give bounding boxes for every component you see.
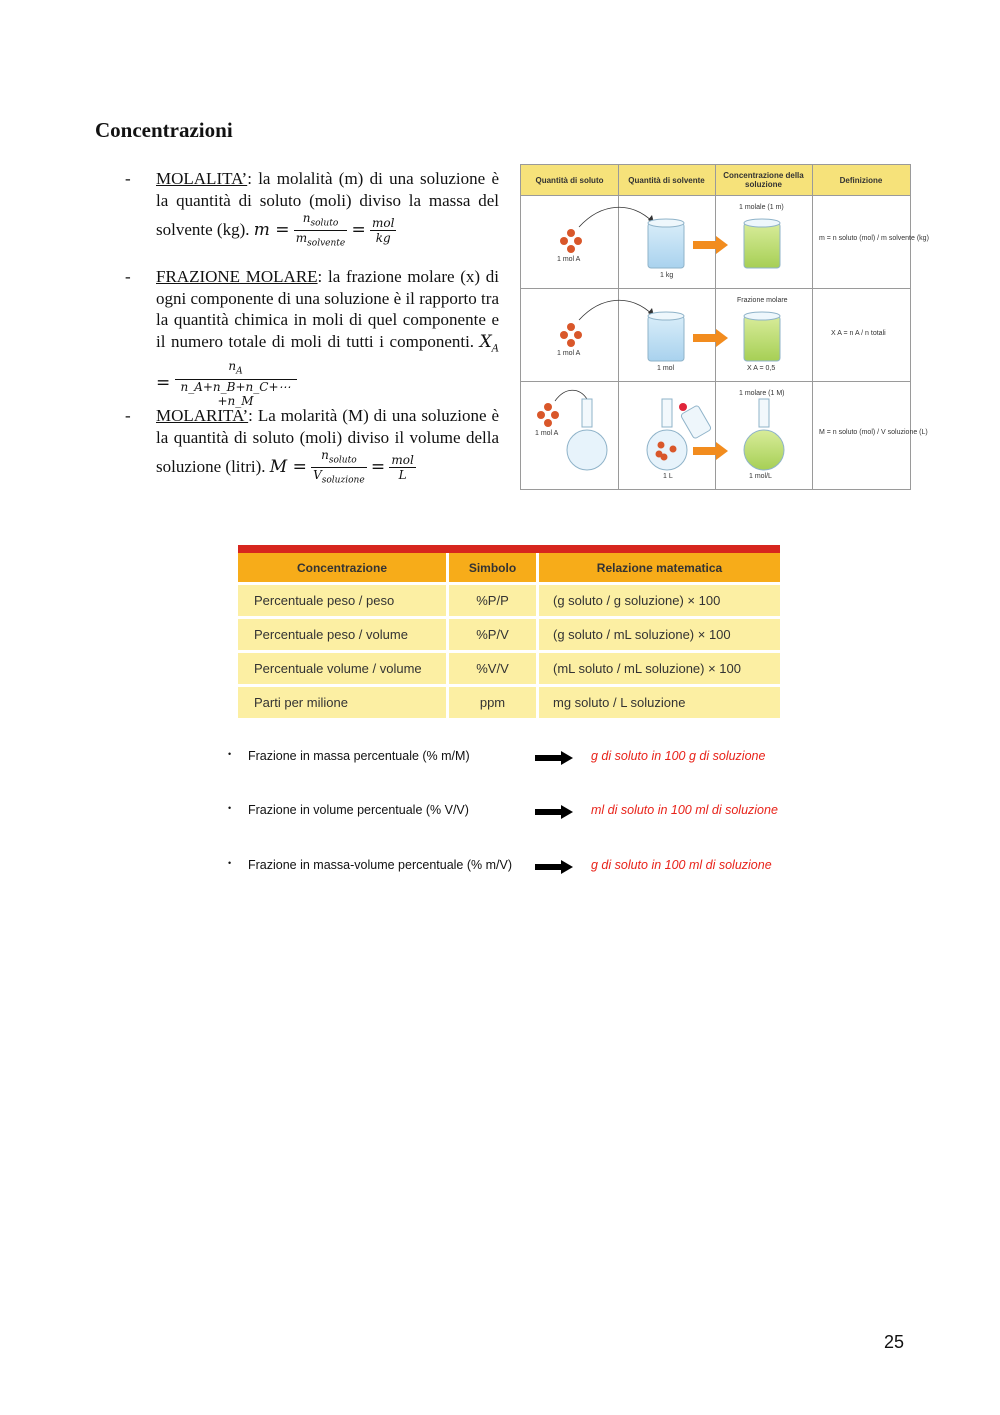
list-dash: - [125, 406, 131, 425]
definition-row3: M = n soluto (mol) / V soluzione (L) [819, 429, 928, 436]
header-concentrazione: Concentrazione della soluzione [723, 171, 804, 189]
result-volume: ml di soluto in 100 ml di soluzione [591, 803, 778, 817]
concentration-table [238, 545, 780, 718]
flask-row3-particles [647, 399, 712, 470]
definition-molarita [125, 405, 499, 488]
particles-row2 [560, 323, 582, 347]
term-frazione-molare: FRAZIONE MOLARE [156, 267, 318, 286]
label-solute-row2: 1 mol A [557, 350, 581, 357]
label-solute-row3: 1 mol A [535, 430, 559, 437]
cell-relation: (mL soluto / mL soluzione) × 100 [539, 650, 780, 684]
definition-frazione-molare [125, 266, 499, 408]
cell-relation: (g soluto / mL soluzione) × 100 [539, 616, 780, 650]
header-quantita-soluto: Quantità di soluto [535, 175, 604, 185]
cell-name: Percentuale peso / peso [238, 582, 449, 616]
text-molarita: : La molarità (M) di una soluzione è la quantità di soluto (moli) diviso il volume della soluzione (litri). [156, 406, 499, 476]
list-dash: - [125, 267, 131, 286]
label-conc-sub-row3: 1 mol/L [749, 473, 772, 480]
arrow-right-icon [535, 860, 573, 874]
label-solute-row1: 1 mol A [557, 256, 581, 263]
page-title: Concentrazioni [95, 118, 233, 142]
th-concentrazione: Concentrazione [238, 553, 449, 582]
cell-name: Percentuale peso / volume [238, 616, 449, 650]
table-row [238, 650, 780, 684]
bullet-text: Frazione in volume percentuale (% V/V) [248, 803, 469, 817]
cell-symbol: %P/V [449, 616, 539, 650]
result-massa-volume: g di soluto in 100 ml di soluzione [591, 858, 772, 872]
formula-molarita: M = $\frac{n_{soluto}}{V_{soluzione}}$ = $\frac{\text{mol}}{L}$ [269, 448, 414, 486]
flask-row3-empty [567, 399, 607, 470]
th-simbolo: Simbolo [449, 553, 539, 582]
list-dash: - [125, 169, 131, 188]
label-solvent-row1: 1 kg [660, 272, 674, 279]
beaker-green-row2 [744, 312, 780, 361]
table-red-bar [238, 545, 780, 553]
definition-row1: m = n soluto (mol) / m solvente (kg) [819, 235, 929, 242]
bullet-text: Frazione in massa-volume percentuale (% m/V) [248, 858, 512, 872]
formula-frazione-molare: $X_A$ = $\frac{n_A}{n\_A+n\_B+n\_C+\cdots+n\_M}$ [156, 331, 499, 408]
definition-molalita [125, 168, 499, 251]
text-frazione-molare: : la frazione molare (x) di ogni componente di una soluzione è il rapporto tra la quantità chimica in moli di quel componente e il numero totale di moli di tutti i componenti. [156, 267, 499, 351]
cell-name: Parti per milione [238, 684, 449, 718]
label-conc-sub-row2: X A = 0,5 [747, 365, 776, 372]
cell-symbol: %P/P [449, 582, 539, 616]
bullet-text: Frazione in massa percentuale (% m/M) [248, 749, 470, 763]
cell-symbol: %V/V [449, 650, 539, 684]
th-relazione: Relazione matematica [539, 553, 780, 582]
bullet-dot: • [228, 749, 232, 759]
beaker-green-row1 [744, 219, 780, 268]
header-quantita-solvente: Quantità di solvente [628, 175, 705, 185]
bullet-dot: • [228, 858, 232, 868]
bullet-dot: • [228, 803, 232, 813]
particles-row3 [537, 403, 559, 427]
infographic-drawings [521, 165, 910, 489]
arrow-right-icon [535, 751, 573, 765]
result-massa: g di soluto in 100 g di soluzione [591, 749, 766, 763]
particles-row1 [560, 229, 582, 253]
table-row [238, 582, 780, 616]
cell-symbol: ppm [449, 684, 539, 718]
cell-relation: mg soluto / L soluzione [539, 684, 780, 718]
arrow-right-icon [535, 805, 573, 819]
label-conc-row1: 1 molale (1 m) [739, 204, 784, 211]
table-row [238, 616, 780, 650]
term-molarita: MOLARITA’ [156, 406, 249, 425]
formula-molalita: m = $\frac{n_{soluto}}{m_{solvente}}$ = $\frac{\text{mol}}{kg}$ [253, 211, 395, 249]
table-row [238, 684, 780, 718]
beaker-row1 [648, 219, 684, 268]
cell-relation: (g soluto / g soluzione) × 100 [539, 582, 780, 616]
flask-row3-green [744, 399, 784, 470]
text-molalita: : la molalità (m) di una soluzione è la quantità di soluto (moli) diviso la massa del solvente (kg). [156, 169, 499, 239]
label-conc-row2: Frazione molare [737, 297, 788, 304]
label-solvent-row3: 1 L [663, 473, 673, 480]
page-number: 25 [884, 1332, 905, 1352]
term-molalita: MOLALITA’ [156, 169, 248, 188]
definition-row2: X A = n A / n totali [831, 330, 886, 337]
label-solvent-row2: 1 mol [657, 365, 675, 372]
label-conc-row3: 1 molare (1 M) [739, 390, 785, 397]
concentration-infographic [520, 164, 929, 490]
cell-name: Percentuale volume / volume [238, 650, 449, 684]
header-definizione: Definizione [839, 175, 883, 185]
beaker-row2 [648, 312, 684, 361]
